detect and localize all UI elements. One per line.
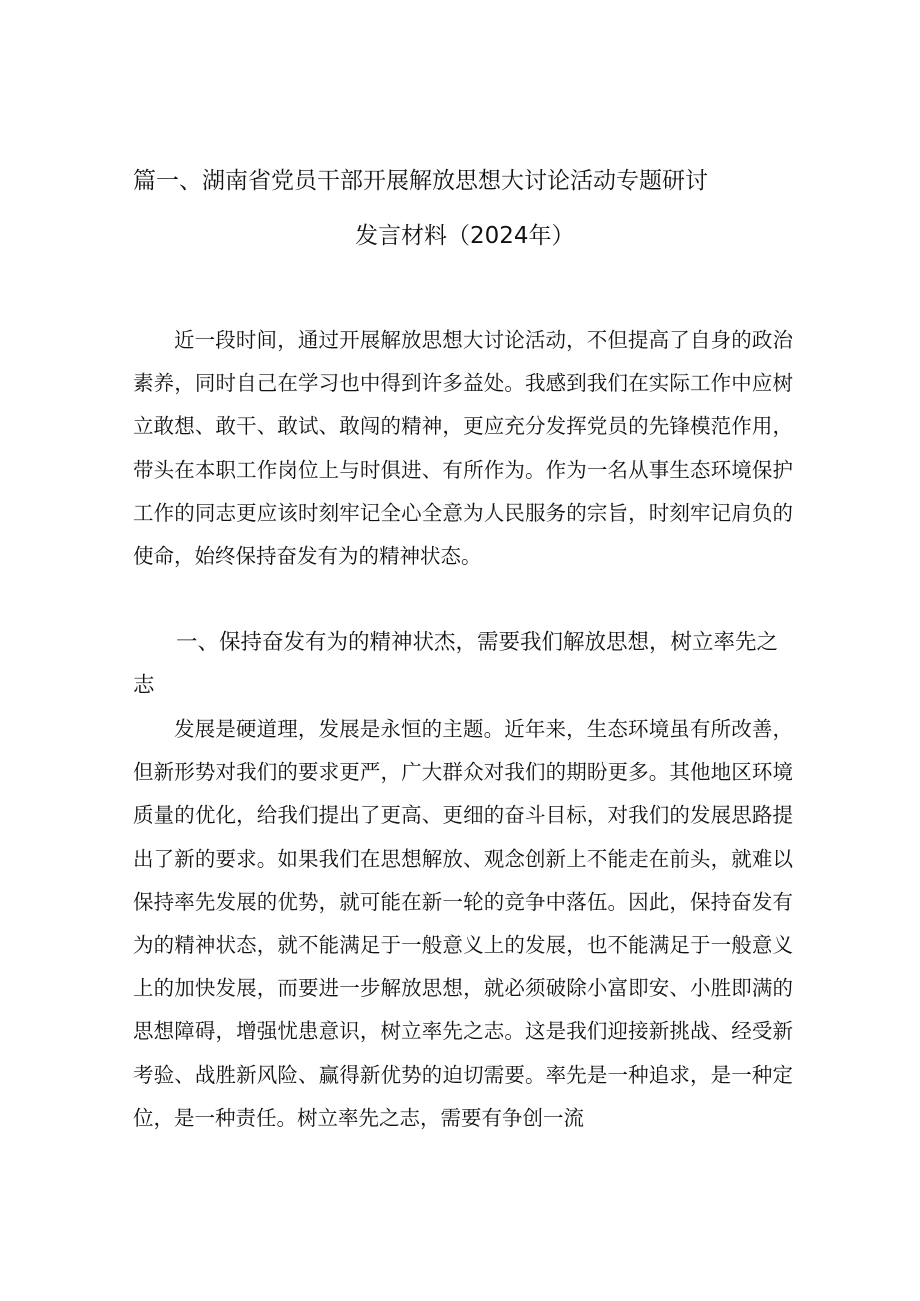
document-title-line-2: 发言材料（2024年）: [355, 223, 575, 249]
document-title-line-1: 篇一、湖南省党员干部开展解放思想大讨论活动专题研讨: [133, 168, 708, 194]
body-paragraph-1: 近一段时间，通过开展解放思想大讨论活动，不但提高了自身的政治素养，同时自己在学习也中得到许多益处。我感到我们在实际工作中应树立敢想、敢干、敢试、敢闯的精神，更应充分发挥党员的先锋模范作用，带头在本职工作岗位上与时俱进、有所作为。作为一名从事生态环境保护工作的同志更应该时刻牢记全心全意为人民服务的宗旨，时刻牢记肩负的使命，始终保持奋发有为的精神状态。: [133, 328, 793, 569]
body-paragraph-2: 发展是硬道理，发展是永恒的主题。近年来，生态环境虽有所改善，但新形势对我们的要求更严，广大群众对我们的期盼更多。其他地区环境质量的优化，给我们提出了更高、更细的奋斗目标，对我们的发展思路提出了新的要求。如果我们在思想解放、观念创新上不能走在前头，就难以保持率先发展的优势，就可能在新一轮的竞争中落伍。因此，保持奋发有为的精神状态，就不能满足于一般意义上的发展，也不能满足于一般意义上的加快发展，而要进一步解放思想，就必须破除小富即安、小胜即满的思想障碍，增强忧患意识，树立率先之志。这是我们迎接新挑战、经受新考验、战胜新风险、赢得新优势的迫切需要。率先是一种追求，是一种定位，是一种责任。树立率先之志，需要有争创一流: [133, 717, 793, 1130]
section-heading-1: 一、保持奋发有为的精神状杰，需要我们解放思想，树立率先之志: [133, 630, 779, 698]
